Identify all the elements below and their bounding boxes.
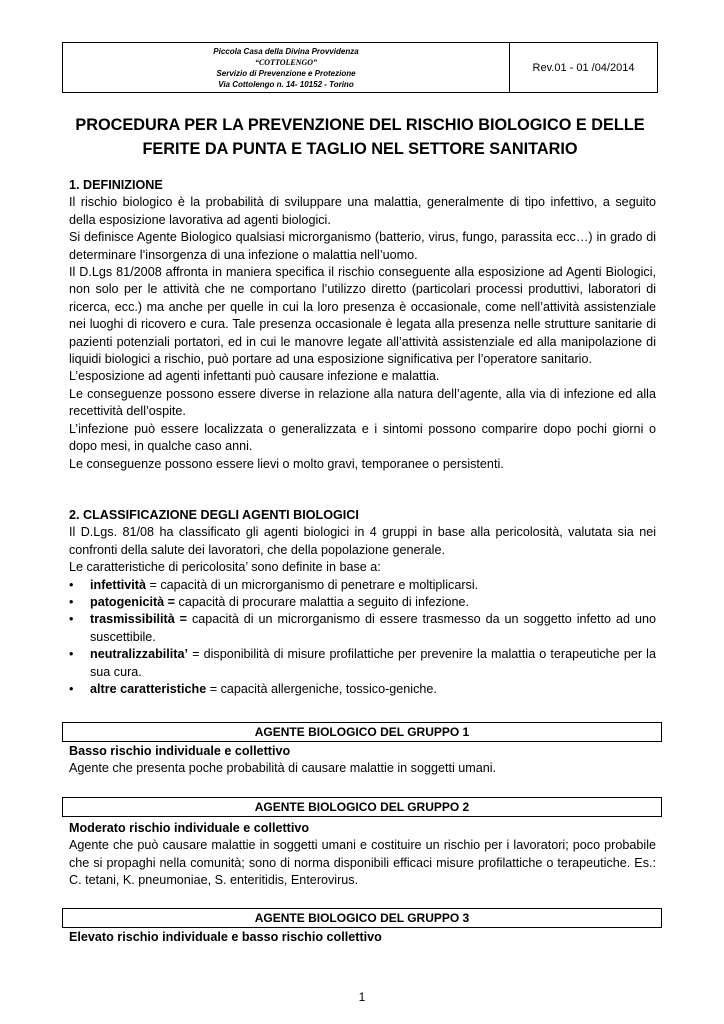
characteristics-list xyxy=(69,577,656,699)
section-heading: 2. CLASSIFICAZIONE DEGLI AGENTI BIOLOGICI xyxy=(69,508,359,522)
list-item xyxy=(69,594,656,611)
group-3-content xyxy=(69,929,656,946)
title-line-1: PROCEDURA PER LA PREVENZIONE DEL RISCHIO BIOLOGICO E DELLE xyxy=(75,116,645,134)
section-classificazione xyxy=(69,507,656,698)
definition: = capacità di un microrganismo di penetrare e moltiplicarsi. xyxy=(145,577,479,592)
list-item xyxy=(69,577,656,594)
revision-label: Rev.01 - 01 /04/2014 xyxy=(532,61,635,74)
term: trasmissibilità = xyxy=(90,612,187,627)
group-1-label: AGENTE BIOLOGICO DEL GRUPPO 1 xyxy=(254,725,470,739)
section-heading: 1. DEFINIZIONE xyxy=(69,178,163,192)
term: altre caratteristiche xyxy=(90,682,207,697)
section-definizione xyxy=(69,177,656,473)
bullet-icon: • xyxy=(69,612,74,627)
page-number: 1 xyxy=(358,990,366,1004)
group-1-box xyxy=(62,722,662,742)
group-3-subtitle: Elevato rischio individuale e basso rischio collettivo xyxy=(69,930,382,944)
definition: capacità di procurare malattia a seguito di infezione. xyxy=(175,595,470,610)
organization-block xyxy=(63,43,510,92)
group-2-subtitle: Moderato rischio individuale e collettivo xyxy=(69,821,310,835)
list-item xyxy=(69,646,656,681)
list-item xyxy=(69,681,656,698)
bullet-icon: • xyxy=(69,682,74,697)
title-line-2: FERITE DA PUNTA E TAGLIO NEL SETTORE SANITARIO xyxy=(142,140,578,158)
paragraph: Le conseguenze possono essere lievi o molto gravi, temporanee o persistenti. xyxy=(69,456,504,471)
term: neutralizzabilita’ xyxy=(90,647,188,662)
term: infettività xyxy=(90,577,146,592)
group-2-box xyxy=(62,797,662,817)
definition: = capacità allergeniche, tossico-geniche. xyxy=(206,682,437,697)
paragraph: L’esposizione ad agenti infettanti può causare infezione e malattia. xyxy=(69,369,440,384)
org-nickname: “COTTOLENGO” xyxy=(254,57,318,67)
paragraph: Il D.Lgs. 81/08 ha classificato gli agenti biologici in 4 gruppi in base alla pericolosità, valutata sia nei confronti della salute dei lavoratori, che della popolazione generale. xyxy=(69,525,656,557)
paragraph: Le conseguenze possono essere diverse in relazione alla natura dell’agente, alla via di infezione ed alla recettività dell’ospite. xyxy=(69,386,656,419)
bullet-icon: • xyxy=(69,647,74,662)
org-name: Piccola Casa della Divina Provvidenza xyxy=(213,46,359,56)
group-3-box xyxy=(62,908,662,928)
group-2-label: AGENTE BIOLOGICO DEL GRUPPO 2 xyxy=(254,800,470,814)
bullet-icon: • xyxy=(69,595,74,610)
revision-cell xyxy=(510,43,657,92)
bullet-icon: • xyxy=(69,577,74,592)
group-1-description: Agente che presenta poche probabilità di causare malattie in soggetti umani. xyxy=(69,761,497,776)
org-address: Via Cottolengo n. 14- 10152 - Torino xyxy=(218,79,354,89)
definition: = disponibilità di misure profilattiche per prevenire la malattia o terapeutiche per la sua cura. xyxy=(90,647,656,679)
definition: capacità di un microrganismo di essere trasmesso da un soggetto infetto ad uno suscettibile. xyxy=(90,612,656,644)
document-title xyxy=(62,113,658,161)
group-2-content xyxy=(69,820,656,890)
group-1-subtitle: Basso rischio individuale e collettivo xyxy=(69,744,291,758)
group-2-description: Agente che può causare malattie in soggetti umani e costituire un rischio per i lavoratori; poco probabile che si propaghi nella comunità; sono di norma disponibili efficaci misure profilattiche o terapeutiche. Es.: C. tetani, K. pneumoniae, S. enteritidis, Enterovirus. xyxy=(69,838,656,888)
list-item xyxy=(69,611,656,646)
paragraph: Si definisce Agente Biologico qualsiasi microrganismo (batterio, virus, fungo, parassita ecc…) in grado di determinare l’insorgenza di una infezione o malattia nell’uomo. xyxy=(69,230,656,262)
group-3-label: AGENTE BIOLOGICO DEL GRUPPO 3 xyxy=(254,911,470,925)
paragraph: Le caratteristiche di pericolosita’ sono definite in base a: xyxy=(69,560,381,575)
paragraph: Il D.Lgs 81/2008 affronta in maniera specifica il rischio conseguente alla esposizione ad Agenti Biologici, non solo per le attività che ne comportano l’utilizzo diretto (particolari processi produttivi, laboratori di ricerca, ecc.) ma anche per quelle in cui la loro presenza è occasionale, come nell’attività assistenziale nei luoghi di ricovero e cura. Tale presenza occasionale è legata alla presenza nelle strutture sanitarie di pazienti potenziali portatori, ed in cui le manovre legate all’attività assistenziale ed alla manipolazione di liquidi biologici a rischio, può portare ad una esposizione significativa per l’operatore sanitario. xyxy=(69,265,656,367)
org-service: Servizio di Prevenzione e Protezione xyxy=(216,68,356,78)
group-1-content xyxy=(69,743,656,778)
term: patogenicità = xyxy=(90,595,176,610)
paragraph: L’infezione può essere localizzata o generalizzata e i sintomi possono comparire dopo pochi giorni o dopo mesi, in qualche caso anni. xyxy=(69,421,656,454)
paragraph: Il rischio biologico è la probabilità di sviluppare una malattia, generalmente di tipo infettivo, a seguito della esposizione lavorativa ad agenti biologici. xyxy=(69,195,656,227)
document-header xyxy=(62,42,658,93)
